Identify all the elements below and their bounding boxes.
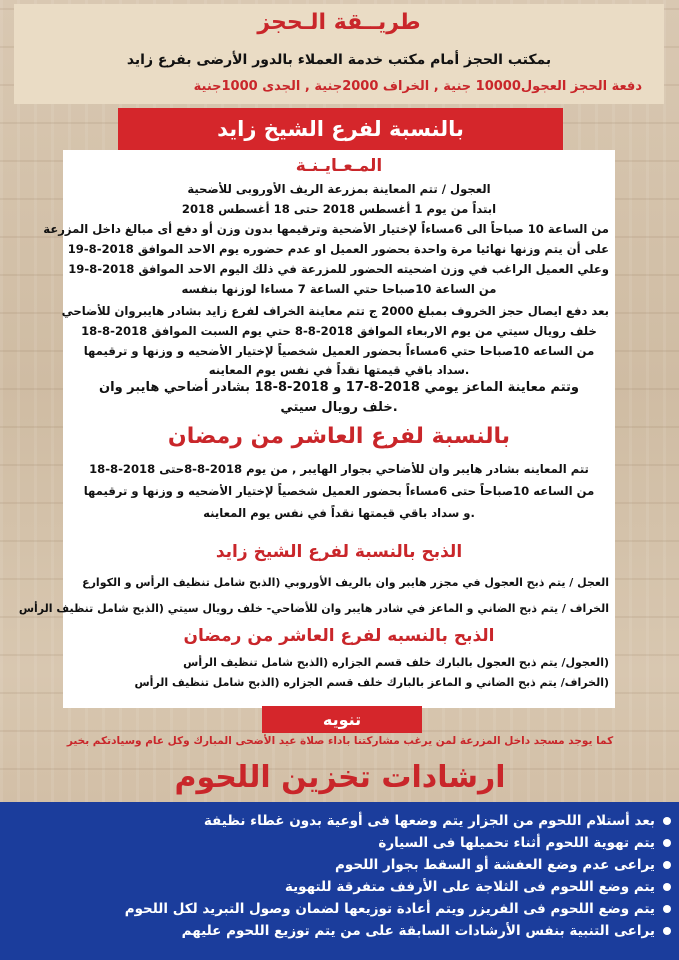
ramadan-line: من الساعه 10صباحاً حتى 6مساءاً بحضور العميل شخصياً لإختيار الأضحيه و وزنها و ترقيمها (83, 484, 595, 498)
bullet-icon (663, 883, 671, 891)
notice-text: كما يوجد مسجد داخل المزرعة لمن يرغب مشاركتنا باداء صلاة عيد الأضحى المبارك وكل عام وسيادتكم بخير (66, 735, 614, 747)
notice-tag: تنويه (262, 706, 422, 733)
guideline-item: يراعى التنبية بنفس الأرشادات السابقة على من يتم توزيع اللحوم عليهم (10, 920, 671, 942)
booking-payment: دفعة الحجز العجول10000 جنية , الخراف 2000جنية , الجدى 1000جنية (193, 79, 642, 94)
guideline-item: بعد أستلام اللحوم من الجزار يتم وضعها فى أوعية بدون غطاء نظيفة (10, 810, 671, 832)
guideline-item: يراعى عدم وضع العفشة أو السقط بجوار اللحوم (10, 854, 671, 876)
inspection-line: العجول / تتم المعاينة بمزرعة الريف الأوروبى للأضحية (187, 182, 491, 196)
guideline-item: يتم وضع اللحوم فى الفريزر ويتم أعادة توزيعها لضمان وصول التبريد لكل اللحوم (10, 898, 671, 920)
bullet-icon (663, 839, 671, 847)
guideline-item: يتم وضع اللحوم فى الثلاجة على الأرفف متفرقة للتهوية (10, 876, 671, 898)
info-panel (18, 150, 615, 708)
inspection-line: بعد دفع ايصال حجز الخروف بمبلغ 2000 ج تتم معاينة الخراف لفرع زايد بشادر هايبروان للأضاحي (61, 304, 609, 318)
ramadan-title: بالنسبة لفرع العاشر من رمضان (167, 424, 511, 449)
booking-header (14, 4, 664, 104)
inspection-line: .خلف رويال سيتي (280, 400, 398, 415)
slaughter-zayed-title: الذبح بالنسبة لفرع الشيخ زايد (215, 542, 463, 562)
bullet-icon (663, 817, 671, 825)
zayed-banner: بالنسبة لفرع الشيخ زايد (118, 108, 563, 150)
inspection-title: المـعـايـنـة (295, 156, 383, 176)
ramadan-line: .و سداد باقي قيمتها نقداً في نفس يوم المعاينه (203, 506, 475, 520)
storage-title: ارشادات تخزين اللحوم (174, 760, 506, 795)
inspection-line: على أن يتم وزنها نهائيا مرة واحدة بحضور العميل او عدم حضوره يوم الاحد الموافق 2018-8-19 (67, 242, 609, 256)
slaughter-zayed-line: الخراف / يتم ذبح الضاني و الماعز في شادر هايبر وان للأضاحي- خلف رويال سيتي (الذبح شامل تنظيف الرأس (18, 602, 609, 615)
bullet-icon (663, 905, 671, 913)
storage-guidelines (0, 802, 679, 960)
bullet-icon (663, 861, 671, 869)
inspection-line: .سداد باقي قيمتها نقداً في نفس يوم المعاينه (208, 363, 470, 377)
bullet-icon (663, 927, 671, 935)
inspection-line: ابتداً من يوم 1 أغسطس 2018 حتى 18 أغسطس 2018 (181, 202, 497, 216)
guideline-item: يتم تهوية اللحوم أثناء تحميلها فى السيارة (10, 832, 671, 854)
inspection-line: وعلي العميل الراغب في وزن اضحيته الحضور للمزرعة في ذلك اليوم الاحد الموافق 2018-8-19 (68, 262, 609, 276)
slaughter-ramadan-title: الذبح بالنسبه لفرع العاشر من رمضان (183, 626, 495, 646)
slaughter-ramadan-line: (العجول/ يتم ذبح العجول بالبارك خلف قسم الجزاره (الذبح شامل تنظيف الرأس (183, 656, 609, 669)
ramadan-line: تتم المعاينه بشادر هايبر وان للأضاحي بجوار الهايبر , من يوم 2018-8-8حتى 2018-8-18 (89, 462, 589, 476)
slaughter-ramadan-line: (الخراف/ يتم ذبح الضاني و الماعز بالبارك خلف قسم الجزاره (الذبح شامل تنظيف الرأس (134, 676, 609, 689)
booking-title: طريــقة الـحجز (257, 10, 421, 35)
inspection-line: من الساعه 10صباحا حتي 6مساءاً بحضور العميل شخصياً لإختيار الأضحيه و وزنها و ترقيمها (83, 344, 595, 358)
inspection-line: من الساعة 10 صباحاً الى 6مساءاً لإختيار الأضحية وترقيمها بدون وزن أو دفع أى مبالغ داخل المزرعة (43, 222, 609, 236)
inspection-line: وتتم معاينة الماعز يومي 2018-8-17 و 2018-8-18 بشادر أضاحي هايبر وان (99, 380, 579, 395)
slaughter-zayed-line: العجل / يتم ذبح العجول في مجزر هايبر وان بالريف الأوروبي (الذبح شامل تنظيف الرأس و الكوارع (82, 576, 609, 589)
booking-location: بمكتب الحجز أمام مكتب خدمة العملاء بالدور الأرضى بفرع زايد (126, 52, 552, 68)
inspection-line: خلف رويال سيتي من يوم الاربعاء الموافق 2018-8-8 حتي يوم السبت الموافق 2018-8-18 (81, 324, 597, 338)
inspection-line: من الساعة 10صباحا حتي الساعة 7 مساءا لوزنها بنفسه (181, 282, 497, 296)
